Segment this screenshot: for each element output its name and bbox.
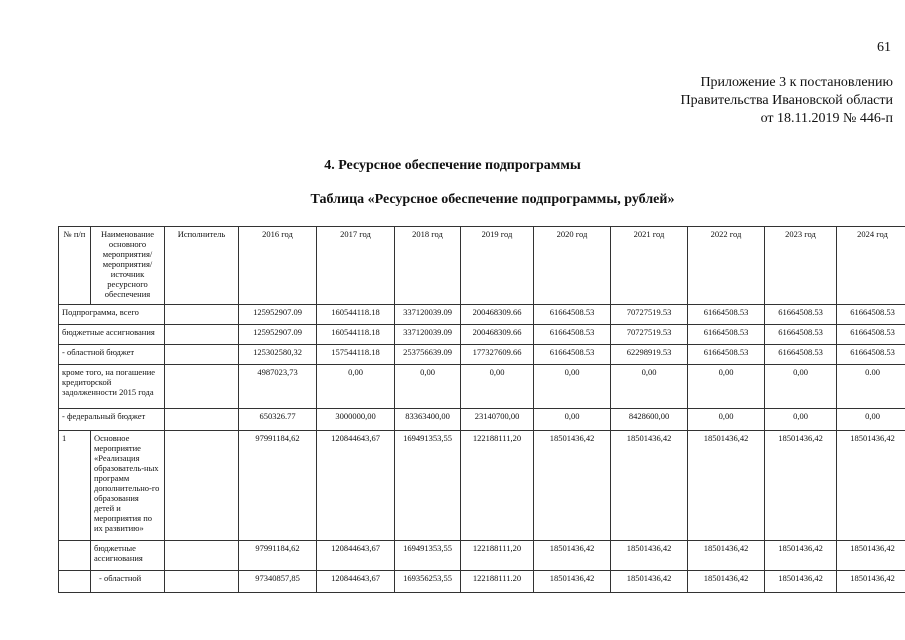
value-cell: 18501436,42 <box>837 571 905 593</box>
value-cell: 83363400,00 <box>395 409 461 431</box>
table-row <box>59 345 905 365</box>
value-cell: 18501436,42 <box>765 571 837 593</box>
header-2022: 2022 год <box>688 227 765 305</box>
value-cell: 61664508.53 <box>837 345 905 365</box>
table-row <box>59 409 905 431</box>
value-cell: 23140700,00 <box>461 409 534 431</box>
value-cell: 18501436,42 <box>534 431 611 541</box>
executor-cell <box>165 345 239 365</box>
value-cell: 0,00 <box>534 409 611 431</box>
section-title: 4. Ресурсное обеспечение подпрограммы <box>324 158 581 173</box>
value-cell: 169356253,55 <box>395 571 461 593</box>
value-cell: 18501436,42 <box>837 431 905 541</box>
header-2019: 2019 год <box>461 227 534 305</box>
value-cell: 0,00 <box>395 365 461 409</box>
value-cell: 3000000,00 <box>317 409 395 431</box>
value-cell: 18501436,42 <box>534 571 611 593</box>
row-label: - федеральный бюджет <box>59 409 165 431</box>
value-cell: 8428600,00 <box>611 409 688 431</box>
header-2016: 2016 год <box>239 227 317 305</box>
value-cell: 70727519.53 <box>611 325 688 345</box>
value-cell: 169491353,55 <box>395 431 461 541</box>
header-2018: 2018 год <box>395 227 461 305</box>
value-cell: 70727519.53 <box>611 305 688 325</box>
header-2017: 2017 год <box>317 227 395 305</box>
executor-cell <box>165 325 239 345</box>
header-executor: Исполнитель <box>165 227 239 305</box>
value-cell: 18501436,42 <box>837 541 905 571</box>
value-cell: 337120039.09 <box>395 325 461 345</box>
row-label: - областной <box>91 571 165 593</box>
table-row <box>59 431 905 541</box>
value-cell: 177327609.66 <box>461 345 534 365</box>
value-cell: 650326.77 <box>239 409 317 431</box>
value-cell: 253756639.09 <box>395 345 461 365</box>
value-cell: 0,00 <box>461 365 534 409</box>
value-cell: 18501436,42 <box>611 571 688 593</box>
value-cell: 160544118.18 <box>317 325 395 345</box>
resource-table <box>58 226 905 593</box>
table-title: Таблица «Ресурсное обеспечение подпрограммы, рублей» <box>310 192 675 207</box>
value-cell: 61664508.53 <box>837 325 905 345</box>
value-cell: 0.00 <box>837 365 905 409</box>
value-cell: 169491353,55 <box>395 541 461 571</box>
value-cell: 18501436,42 <box>611 431 688 541</box>
table-row <box>59 571 905 593</box>
row-label: кроме того, на погашение кредиторской задолженности 2015 года <box>59 365 165 409</box>
row-label: бюджетные ассигнования <box>91 541 165 571</box>
value-cell: 61664508.53 <box>534 345 611 365</box>
page-number: 61 <box>877 40 891 55</box>
header-2020: 2020 год <box>534 227 611 305</box>
value-cell: 120844643,67 <box>317 571 395 593</box>
header-2024: 2024 год <box>837 227 905 305</box>
executor-cell <box>165 365 239 409</box>
value-cell: 0,00 <box>534 365 611 409</box>
value-cell: 160544118.18 <box>317 305 395 325</box>
value-cell: 120844643,67 <box>317 541 395 571</box>
value-cell: 61664508.53 <box>765 305 837 325</box>
value-cell: 122188111,20 <box>461 431 534 541</box>
value-cell: 120844643,67 <box>317 431 395 541</box>
value-cell: 0,00 <box>837 409 905 431</box>
value-cell: 0,00 <box>765 409 837 431</box>
value-cell: 0,00 <box>765 365 837 409</box>
executor-cell <box>165 431 239 541</box>
table-header-row <box>59 227 905 305</box>
appendix-line-2: Правительства Ивановской области <box>680 93 893 108</box>
value-cell: 122188111,20 <box>461 541 534 571</box>
header-name: Наименование основного мероприятия/ мероприятия/ источник ресурсного обеспечения <box>91 227 165 305</box>
value-cell: 97340857,85 <box>239 571 317 593</box>
value-cell: 157544118.18 <box>317 345 395 365</box>
appendix-line-3: от 18.11.2019 № 446-п <box>760 111 893 126</box>
value-cell: 61664508.53 <box>765 325 837 345</box>
value-cell: 200468309.66 <box>461 305 534 325</box>
value-cell: 61664508.53 <box>688 325 765 345</box>
row-number: 1 <box>59 431 91 541</box>
value-cell: 18501436,42 <box>688 541 765 571</box>
value-cell: 4987023,73 <box>239 365 317 409</box>
value-cell: 125952907.09 <box>239 325 317 345</box>
value-cell: 125302580,32 <box>239 345 317 365</box>
value-cell: 18501436,42 <box>611 541 688 571</box>
value-cell: 18501436,42 <box>688 431 765 541</box>
appendix-header <box>681 74 893 128</box>
row-number <box>59 571 91 593</box>
activity-name: Основное мероприятие «Реализация образователь-ных программ дополнительно-го образования детей и мероприятия по их развитию» <box>91 431 165 541</box>
value-cell: 62298919.53 <box>611 345 688 365</box>
header-2023: 2023 год <box>765 227 837 305</box>
row-label: бюджетные ассигнования <box>59 325 165 345</box>
table-row <box>59 325 905 345</box>
value-cell: 0,00 <box>688 409 765 431</box>
appendix-line-1: Приложение 3 к постановлению <box>700 75 893 90</box>
header-num: № п/п <box>59 227 91 305</box>
value-cell: 97991184,62 <box>239 541 317 571</box>
value-cell: 97991184,62 <box>239 431 317 541</box>
value-cell: 61664508.53 <box>688 305 765 325</box>
value-cell: 61664508.53 <box>837 305 905 325</box>
value-cell: 61664508.53 <box>765 345 837 365</box>
value-cell: 18501436,42 <box>765 431 837 541</box>
value-cell: 18501436,42 <box>765 541 837 571</box>
value-cell: 0,00 <box>317 365 395 409</box>
value-cell: 0,00 <box>688 365 765 409</box>
table-row <box>59 305 905 325</box>
executor-cell <box>165 409 239 431</box>
value-cell: 18501436,42 <box>534 541 611 571</box>
value-cell: 122188111.20 <box>461 571 534 593</box>
value-cell: 200468309.66 <box>461 325 534 345</box>
row-label: Подпрограмма, всего <box>59 305 165 325</box>
table-row <box>59 365 905 409</box>
value-cell: 61664508.53 <box>534 325 611 345</box>
value-cell: 61664508.53 <box>688 345 765 365</box>
executor-cell <box>165 571 239 593</box>
value-cell: 18501436,42 <box>688 571 765 593</box>
value-cell: 61664508.53 <box>534 305 611 325</box>
executor-cell <box>165 305 239 325</box>
executor-cell <box>165 541 239 571</box>
value-cell: 337120039.09 <box>395 305 461 325</box>
row-label: - областной бюджет <box>59 345 165 365</box>
value-cell: 125952907.09 <box>239 305 317 325</box>
value-cell: 0,00 <box>611 365 688 409</box>
table-row <box>59 541 905 571</box>
header-2021: 2021 год <box>611 227 688 305</box>
row-number <box>59 541 91 571</box>
